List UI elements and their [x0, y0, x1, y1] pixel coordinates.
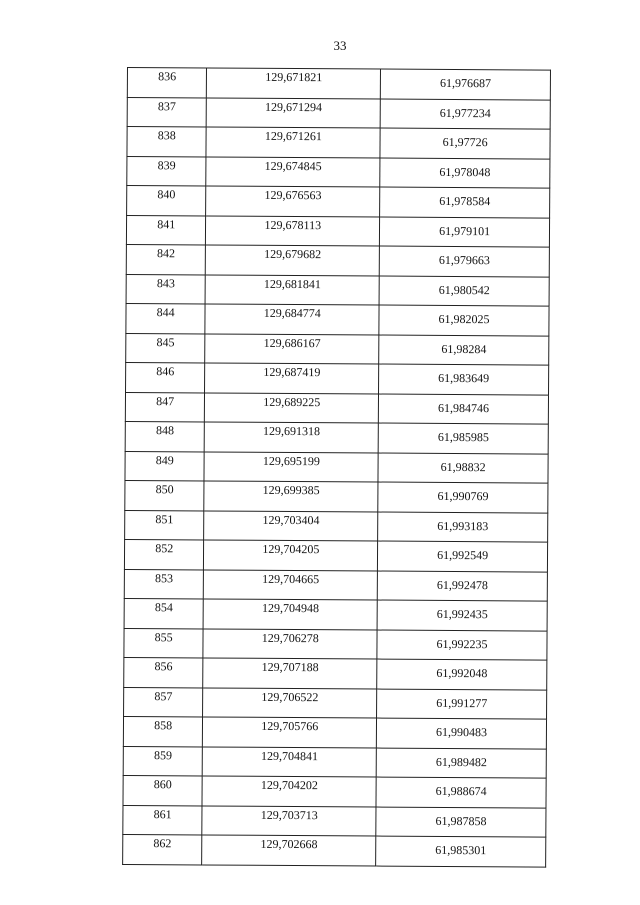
y-coordinate-value: 61,979663 — [438, 252, 490, 268]
y-coordinate-value: 61,97726 — [442, 134, 488, 150]
x-coordinate-cell: 129,704665 — [204, 569, 378, 600]
y-coordinate-cell — [378, 423, 548, 454]
y-coordinate-cell — [380, 158, 550, 189]
point-number-cell: 848 — [125, 421, 205, 451]
y-coordinate-value: 61,987858 — [435, 813, 487, 828]
y-coordinate-value: 61,978048 — [439, 164, 491, 179]
x-coordinate-cell: 129,705766 — [203, 717, 377, 748]
y-coordinate-cell — [380, 217, 550, 248]
point-number-cell: 838 — [127, 127, 207, 157]
table-row — [124, 569, 547, 601]
y-coordinate-value: 61,98832 — [440, 459, 486, 474]
y-coordinate-value: 61,988674 — [435, 783, 487, 799]
x-coordinate-cell: 129,684774 — [205, 304, 379, 335]
x-coordinate-cell: 129,678113 — [206, 215, 380, 246]
y-coordinate-cell — [380, 187, 550, 218]
y-coordinate-cell — [380, 99, 550, 130]
y-coordinate-value: 61,984746 — [437, 400, 490, 415]
y-coordinate-cell — [379, 246, 549, 277]
table-row — [126, 274, 549, 306]
y-coordinate-value: 61,990483 — [435, 724, 488, 740]
x-coordinate-cell: 129,703713 — [202, 805, 376, 836]
y-coordinate-cell — [377, 689, 547, 720]
table-row — [127, 127, 550, 159]
point-number-cell: 860 — [123, 775, 203, 805]
y-coordinate-value: 61,979101 — [439, 223, 491, 238]
table-row — [124, 539, 547, 571]
y-coordinate-cell — [378, 541, 548, 572]
y-coordinate-cell — [379, 335, 549, 366]
y-coordinate-cell — [376, 777, 546, 808]
x-coordinate-cell: 129,687419 — [205, 363, 379, 394]
y-coordinate-value: 61,992048 — [436, 665, 488, 681]
point-number-cell: 857 — [124, 687, 204, 717]
x-coordinate-cell: 129,691318 — [205, 422, 379, 453]
y-coordinate-cell — [379, 276, 549, 307]
y-coordinate-cell — [377, 600, 547, 631]
x-coordinate-cell: 129,704205 — [204, 540, 378, 571]
point-number-cell: 861 — [123, 805, 203, 835]
page-number: 33 — [333, 38, 347, 53]
y-coordinate-cell — [377, 571, 547, 602]
x-coordinate-cell: 129,689225 — [205, 392, 379, 423]
y-coordinate-cell — [379, 394, 549, 425]
x-coordinate-cell: 129,695199 — [204, 451, 378, 482]
table-row — [126, 215, 549, 247]
x-coordinate-cell: 129,671294 — [207, 97, 381, 128]
x-coordinate-cell: 129,676563 — [206, 186, 380, 217]
table-row — [127, 68, 550, 100]
table-row — [123, 834, 546, 866]
x-coordinate-cell: 129,704202 — [202, 776, 376, 807]
point-number-cell: 853 — [124, 569, 204, 599]
x-coordinate-cell: 129,702668 — [202, 835, 376, 866]
table-row — [124, 598, 547, 630]
table-row — [126, 303, 549, 335]
y-coordinate-value: 61,989482 — [435, 754, 487, 769]
table-row — [125, 480, 548, 512]
y-coordinate-cell — [376, 807, 546, 838]
point-number-cell: 840 — [127, 186, 207, 216]
y-coordinate-cell — [378, 482, 548, 513]
table-row — [125, 392, 548, 424]
x-coordinate-cell: 129,704948 — [203, 599, 377, 630]
y-coordinate-value: 61,980542 — [438, 282, 490, 297]
y-coordinate-value: 61,990769 — [437, 488, 489, 504]
table-row — [126, 244, 549, 276]
y-coordinate-cell — [380, 128, 550, 159]
point-number-cell: 855 — [124, 628, 204, 658]
y-coordinate-value: 61,985301 — [435, 842, 487, 858]
table-row — [123, 746, 546, 778]
y-coordinate-value: 61,993183 — [437, 518, 489, 533]
y-coordinate-cell — [377, 659, 547, 690]
y-coordinate-value: 61,985985 — [437, 429, 489, 445]
point-number-cell: 862 — [123, 834, 203, 864]
table-row — [123, 775, 546, 807]
y-coordinate-cell — [376, 836, 546, 867]
table-row — [126, 362, 549, 394]
x-coordinate-cell: 129,674845 — [206, 156, 380, 187]
y-coordinate-value: 61,982025 — [438, 311, 490, 327]
point-number-cell: 856 — [124, 657, 204, 687]
x-coordinate-cell: 129,679682 — [206, 245, 380, 276]
table-row — [124, 628, 547, 660]
y-coordinate-value: 61,977234 — [439, 105, 491, 120]
y-coordinate-value: 61,992549 — [437, 547, 489, 563]
table-row — [125, 421, 548, 453]
point-number-cell: 843 — [126, 274, 206, 304]
y-coordinate-value: 61,983649 — [438, 370, 490, 386]
point-number-cell: 859 — [123, 746, 203, 776]
point-number-cell: 839 — [127, 156, 207, 186]
table-row — [127, 156, 550, 188]
table-row — [126, 333, 549, 365]
y-coordinate-value: 61,98284 — [441, 341, 487, 356]
point-number-cell: 841 — [126, 215, 206, 245]
table-row — [127, 97, 550, 129]
x-coordinate-cell: 129,707188 — [203, 658, 377, 689]
table-body — [123, 68, 551, 867]
y-coordinate-value: 61,992235 — [436, 636, 488, 651]
x-coordinate-cell: 129,686167 — [205, 333, 379, 364]
coordinates-table — [122, 67, 551, 867]
y-coordinate-value: 61,991277 — [436, 695, 488, 710]
y-coordinate-value: 61,976687 — [439, 75, 492, 91]
table-row — [125, 451, 548, 483]
table-row — [127, 186, 550, 218]
y-coordinate-cell — [377, 718, 547, 749]
table-row — [123, 716, 546, 748]
point-number-cell: 851 — [125, 510, 205, 540]
point-number-cell: 847 — [125, 392, 205, 422]
point-number-cell: 844 — [126, 303, 206, 333]
table-row — [123, 805, 546, 837]
y-coordinate-cell — [378, 453, 548, 484]
point-number-cell: 846 — [126, 362, 206, 392]
point-number-cell: 850 — [125, 480, 205, 510]
y-coordinate-value: 61,992478 — [436, 577, 488, 592]
y-coordinate-cell — [379, 364, 549, 395]
y-coordinate-value: 61,978584 — [439, 193, 491, 209]
y-coordinate-value: 61,992435 — [436, 606, 488, 622]
point-number-cell: 836 — [127, 68, 207, 98]
table-row — [125, 510, 548, 542]
y-coordinate-cell — [379, 305, 549, 336]
x-coordinate-cell: 129,706522 — [203, 687, 377, 718]
x-coordinate-cell: 129,671821 — [207, 68, 381, 99]
x-coordinate-cell: 129,703404 — [204, 510, 378, 541]
point-number-cell: 858 — [123, 716, 203, 746]
x-coordinate-cell: 129,699385 — [204, 481, 378, 512]
point-number-cell: 845 — [126, 333, 206, 363]
point-number-cell: 854 — [124, 598, 204, 628]
x-coordinate-cell: 129,706278 — [203, 628, 377, 659]
x-coordinate-cell: 129,681841 — [205, 274, 379, 305]
y-coordinate-cell — [377, 630, 547, 661]
x-coordinate-cell: 129,671261 — [206, 127, 380, 158]
x-coordinate-cell: 129,704841 — [203, 746, 377, 777]
point-number-cell: 837 — [127, 97, 207, 127]
point-number-cell: 852 — [124, 539, 204, 569]
table-row — [124, 657, 547, 689]
y-coordinate-cell — [378, 512, 548, 543]
y-coordinate-cell — [376, 748, 546, 779]
point-number-cell: 842 — [126, 244, 206, 274]
y-coordinate-cell — [380, 69, 550, 100]
table-row — [124, 687, 547, 719]
point-number-cell: 849 — [125, 451, 205, 481]
